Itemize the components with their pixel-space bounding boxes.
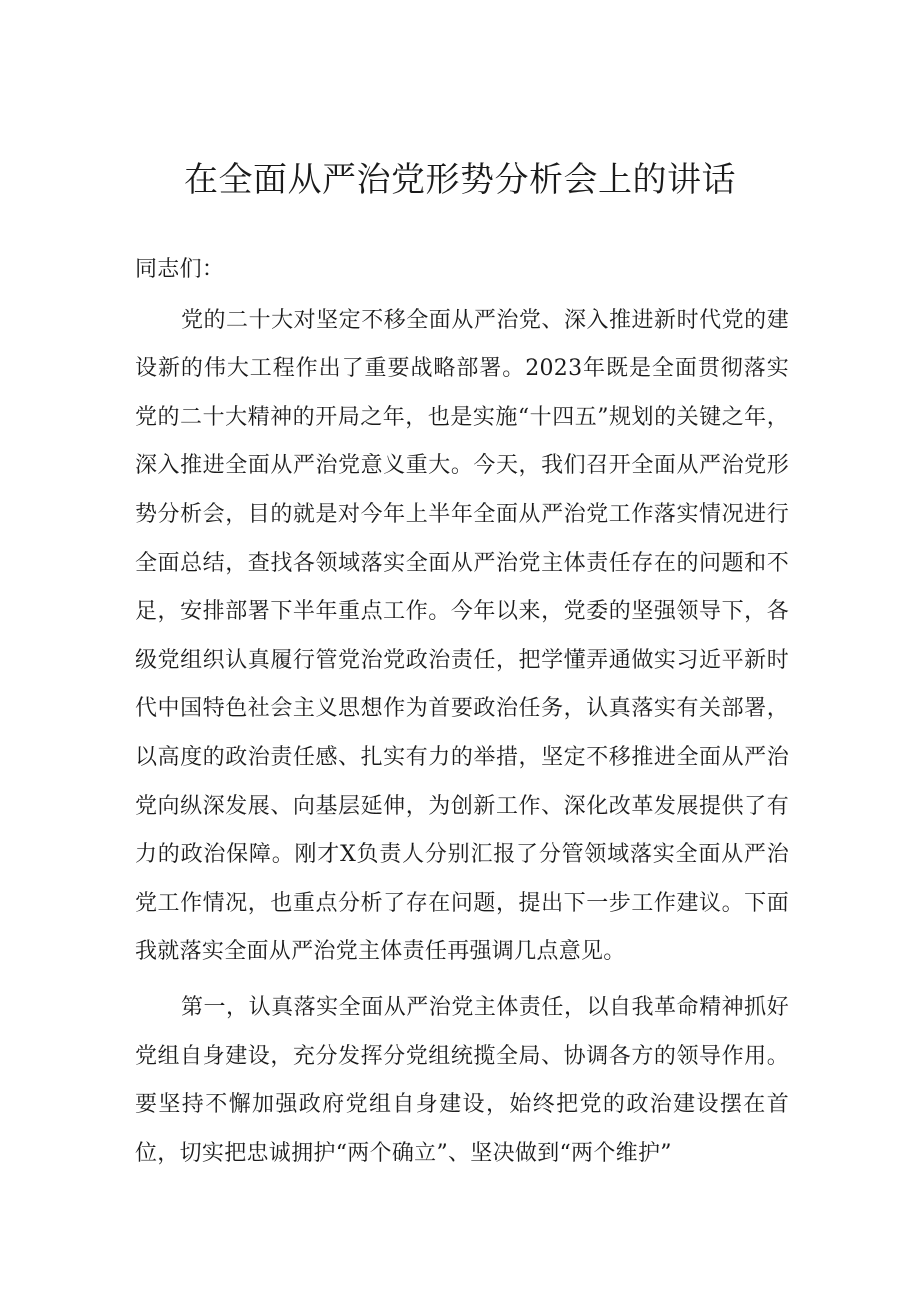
greeting: 同志们： (135, 257, 225, 282)
paragraph-1: 党的二十大对坚定不移全面从严治党、深入推进新时代党的建设新的伟大工程作出了重要战略部署。2023年既是全面贯彻落实党的二十大精神的开局之年，也是实施“十四五”规划的关键之年，深入推进全面从严治党意义重大。今天，我们召开全面从严治党形势分析会，目的就是对今年上半年全面从严治党工作落实情况进行全面总结，查找各领域落实全面从严治党主体责任存在的问题和不足，安排部署下半年重点工作。今年以来，党委的坚强领导下，各级党组织认真履行管党治党政治责任，把学懂弄通做实习近平新时代中国特色社会主义思想作为首要政治任务，认真落实有关部署，以高度的政治责任感、扎实有力的举措，坚定不移推进全面从严治党向纵深发展、向基层延伸，为创新工作、深化改革发展提供了有力的政治保障。刚才X负责人分别汇报了分管领域落实全面从严治党工作情况，也重点分析了存在问题，提出下一步工作建议。下面我就落实全面从严治党主体责任再强调几点意见。 (135, 307, 789, 965)
document-body (135, 246, 789, 1185)
document-title: 在全面从严治党形势分析会上的讲话 (184, 160, 736, 200)
paragraph-2: 第一，认真落实全面从严治党主体责任，以自我革命精神抓好党组自身建设，充分发挥分党组统揽全局、协调各方的领导作用。要坚持不懈加强政府党组自身建设，始终把党的政治建设摆在首位，切实把忠诚拥护“两个确立”、坚决做到“两个维护” (135, 994, 789, 1166)
